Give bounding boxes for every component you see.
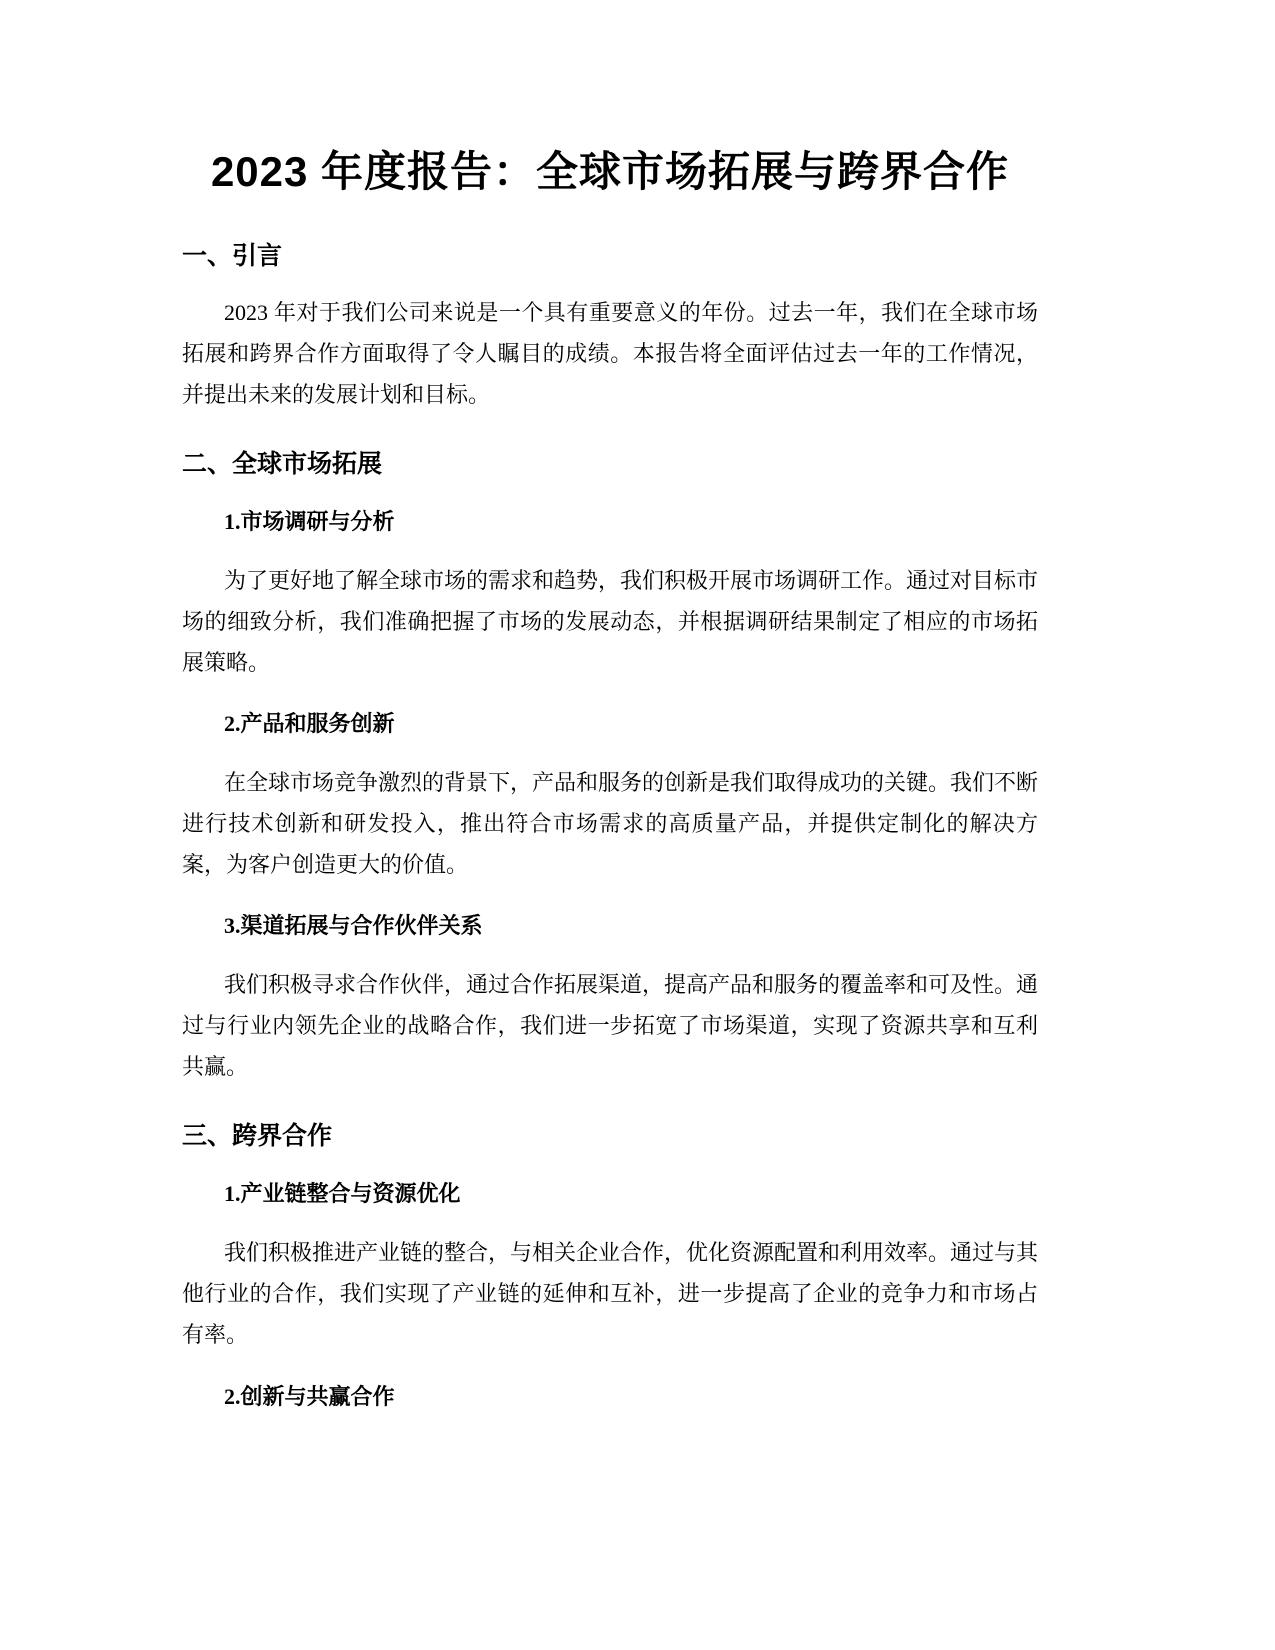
- subheading-product-service-innovation: 2.产品和服务创新: [224, 711, 395, 736]
- introduction-paragraph: 2023 年对于我们公司来说是一个具有重要意义的年份。过去一年，我们在全球市场拓展和跨界合作方面取得了令人瞩目的成绩。本报告将全面评估过去一年的工作情况，并提出未来的发展计划和目标。: [182, 300, 1038, 407]
- subheading-industry-chain-integration: 1.产业链整合与资源优化: [224, 1181, 461, 1206]
- section-heading-global-market-expansion: 二、全球市场拓展: [182, 450, 383, 478]
- market-research-paragraph: 为了更好地了解全球市场的需求和趋势，我们积极开展市场调研工作。通过对目标市场的细致分析，我们准确把握了市场的发展动态，并根据调研结果制定了相应的市场拓展策略。: [182, 568, 1039, 675]
- document-title: 2023 年度报告：全球市场拓展与跨界合作: [210, 148, 1010, 195]
- product-service-innovation-paragraph: 在全球市场竞争激烈的背景下，产品和服务的创新是我们取得成功的关键。我们不断进行技术创新和研发投入，推出符合市场需求的高质量产品，并提供定制化的解决方案，为客户创造更大的价值。: [182, 770, 1039, 877]
- channel-partnership-paragraph: 我们积极寻求合作伙伴，通过合作拓展渠道，提高产品和服务的覆盖率和可及性。通过与行业内领先企业的战略合作，我们进一步拓宽了市场渠道，实现了资源共享和互利共赢。: [182, 972, 1039, 1079]
- subheading-innovation-win-win-cooperation: 2.创新与共赢合作: [224, 1384, 395, 1409]
- document-page: [182, 140, 1038, 1413]
- section-heading-introduction: 一、引言: [182, 242, 283, 270]
- section-heading-cross-industry-cooperation: 三、跨界合作: [182, 1122, 333, 1150]
- subheading-channel-partnership: 3.渠道拓展与合作伙伴关系: [224, 913, 483, 938]
- industry-chain-integration-paragraph: 我们积极推进产业链的整合，与相关企业合作，优化资源配置和利用效率。通过与其他行业的合作，我们实现了产业链的延伸和互补，进一步提高了企业的竞争力和市场占有率。: [182, 1240, 1039, 1347]
- subheading-market-research: 1.市场调研与分析: [224, 509, 395, 534]
